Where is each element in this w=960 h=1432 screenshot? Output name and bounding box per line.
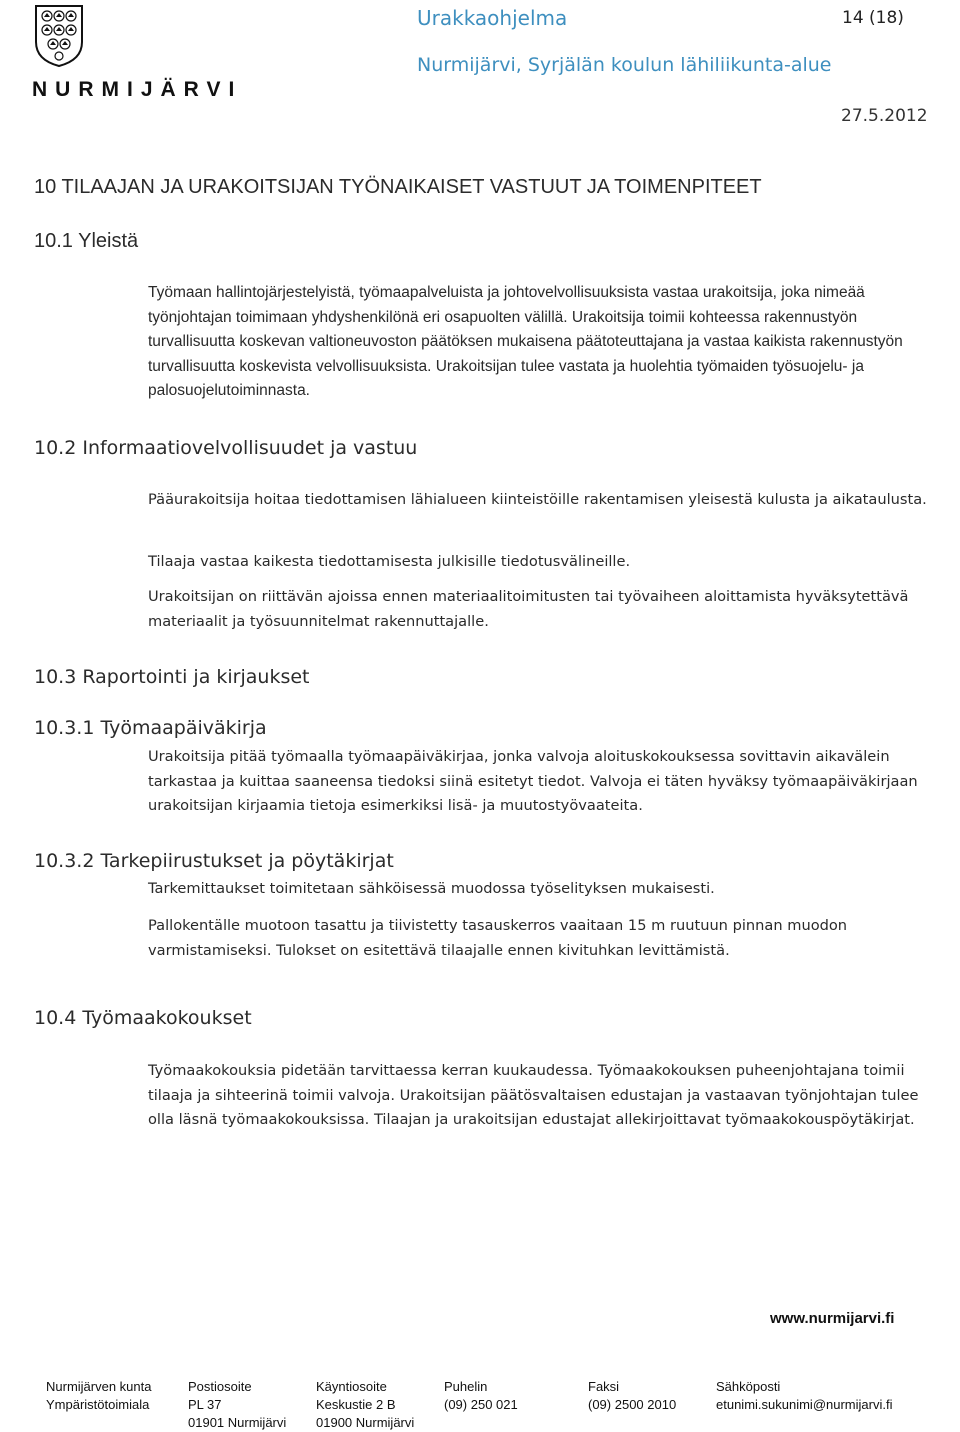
subsection-heading-10-3: 10.3 Raportointi ja kirjaukset: [34, 666, 310, 688]
document-date: 27.5.2012: [841, 106, 928, 126]
paragraph-10-2-a: Pääurakoitsija hoitaa tiedottamisen lähialueen kiinteistöille rakentamisen yleisestä kulusta ja aikataulusta.: [148, 491, 927, 508]
page-number: 14 (18): [842, 8, 904, 28]
subsection-heading-10-2: 10.2 Informaatiovelvollisuudet ja vastuu: [34, 437, 418, 459]
document-title: Urakkaohjelma: [417, 6, 568, 30]
website-link[interactable]: www.nurmijarvi.fi: [770, 1310, 895, 1327]
coat-of-arms-icon: [34, 4, 84, 68]
footer-phone: Puhelin (09) 250 021: [444, 1379, 518, 1412]
section-heading: 10 TILAAJAN JA URAKOITSIJAN TYÖNAIKAISET VASTUUT JA TOIMENPITEET: [34, 176, 762, 198]
subsection-heading-10-1: 10.1 Yleistä: [34, 230, 139, 252]
logo-wordmark: NURMIJÄRVI: [32, 78, 243, 101]
paragraph-10-2-c: Urakoitsijan on riittävän ajoissa ennen materiaalitoimitusten tai työvaiheen aloittamista hyväksytettävä materiaalit ja työsuunnitelmat rakennuttajalle.: [148, 588, 909, 630]
paragraph-10-4: Työmaakokouksia pidetään tarvittaessa kerran kuukaudessa. Työmaakokouksen puheenjohtajana toimii tilaaja ja sihteerinä toimii valvoja. Urakoitsijan päätösvaltaisen edustajan ja vastaavan työnjohtajan tulee olla läsnä työmaakokouksissa. Tilaajan ja urakoitsijan edustajat allekirjoittavat työmaakokouspöytäkirjat.: [148, 1062, 919, 1128]
subsection-heading-10-3-2: 10.3.2 Tarkepiirustukset ja pöytäkirjat: [34, 850, 394, 872]
subsection-heading-10-3-1: 10.3.1 Työmaapäiväkirja: [34, 717, 267, 739]
paragraph-10-3-1: Urakoitsija pitää työmaalla työmaapäiväkirjaa, jonka valvoja aloituskokouksessa sovittavin aikavälein tarkastaa ja kuittaa saaneensa tiedoksi siinä esitetyt tiedot. Valvoja ei täten hyväksy työmaapäiväkirjaan urakoitsijan kirjaamia tietoja esimerkiksi lisä- ja muutostyövaateita.: [148, 748, 918, 814]
footer-fax: Faksi (09) 2500 2010: [588, 1379, 677, 1412]
paragraph-10-1: Työmaan hallintojärjestelyistä, työmaapalveluista ja johtovelvollisuuksista vastaa urakoitsija, joka nimeää työnjohtajan toimimaan yhdyshenkilönä eri osapuolten välillä. Urakoitsija toimii kohteessa rakennustyön turvallisuutta koskevan valtioneuvoston päätöksen mukaisena päätoteuttajana ja vastaa kaikista rakennustyön turvallisuutta koskevista velvollisuuksista. Urakoitsijan tulee vastata ja huolehtia työmaiden työsuojelu- ja palosuojelutoiminnasta.: [148, 284, 903, 399]
footer-visiting-address: Käyntiosoite Keskustie 2 B 01900 Nurmijärvi: [316, 1379, 415, 1430]
footer-organization: Nurmijärven kunta Ympäristötoimiala: [46, 1379, 152, 1412]
footer-email: Sähköposti etunimi.sukunimi@nurmijarvi.fi: [716, 1379, 893, 1412]
footer-postal-address: Postiosoite PL 37 01901 Nurmijärvi: [188, 1379, 287, 1430]
paragraph-10-2-b: Tilaaja vastaa kaikesta tiedottamisesta julkisille tiedotusvälineille.: [148, 553, 631, 570]
paragraph-10-3-2-b: Pallokentälle muotoon tasattu ja tiivistetty tasauskerros vaaitaan 15 m ruutuun pinnan muodon varmistamiseksi. Tulokset on esitettävä tilaajalle ennen kivituhkan levittämistä.: [148, 917, 848, 959]
subsection-heading-10-4: 10.4 Työmaakokoukset: [34, 1007, 252, 1029]
document-subtitle: Nurmijärvi, Syrjälän koulun lähiliikunta-alue: [417, 54, 832, 76]
paragraph-10-3-2-a: Tarkemittaukset toimitetaan sähköisessä muodossa työselityksen mukaisesti.: [148, 880, 715, 897]
